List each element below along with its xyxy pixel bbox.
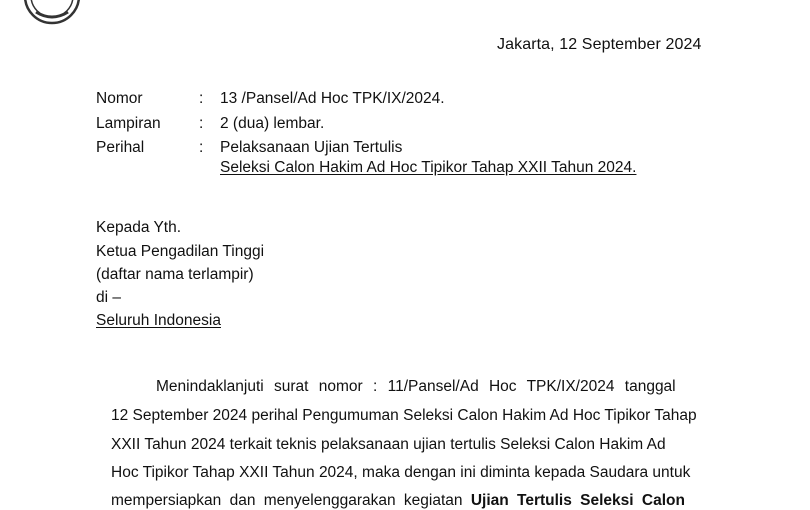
field-value-underlined: Seleksi Calon Hakim Ad Hoc Tipikor Tahap XXII Tahun 2024. [220,159,637,176]
field-perihal [0,139,810,159]
field-label: Perihal [96,139,145,156]
recipient-line: di – [96,289,121,306]
field-colon: : [199,90,204,107]
field-value: Pelaksanaan Ujian Tertulis [220,139,403,156]
field-label: Nomor [96,90,143,107]
field-label: Lampiran [96,115,161,132]
field-value: 13 /Pansel/Ad Hoc TPK/IX/2024. [220,90,445,107]
recipient-line: (daftar nama terlampir) [96,266,254,283]
recipient-location: Seluruh Indonesia [96,312,221,329]
body-line-normal: mempersiapkan dan menyelenggarakan kegiatan [111,492,463,509]
body-line-bold: Ujian Tertulis Seleksi Calon [470,492,685,509]
recipient-line: Kepada Yth. [96,219,182,236]
field-colon: : [199,139,204,156]
body-line [111,492,685,510]
field-nomor [0,90,810,110]
seal-emblem-icon [22,0,82,26]
body-line: Menindaklanjuti surat nomor : 11/Pansel/Ad Hoc TPK/IX/2024 tanggal [156,378,676,395]
recipient-line: Ketua Pengadilan Tinggi [96,243,265,260]
field-colon: : [199,115,204,132]
field-perihal-line2 [0,159,810,179]
body-line: 12 September 2024 perihal Pengumuman Seleksi Calon Hakim Ad Hoc Tipikor Tahap [111,407,697,424]
body-line: XXII Tahun 2024 terkait teknis pelaksanaan ujian tertulis Seleksi Calon Hakim Ad [111,436,666,453]
letter-date: Jakarta, 12 September 2024 [497,36,702,53]
field-value: 2 (dua) lembar. [220,115,325,132]
body-line-cutoff [0,484,810,509]
field-lampiran [0,115,810,135]
body-line: Hoc Tipikor Tahap XXII Tahun 2024, maka dengan ini diminta kepada Saudara untuk [111,464,691,481]
